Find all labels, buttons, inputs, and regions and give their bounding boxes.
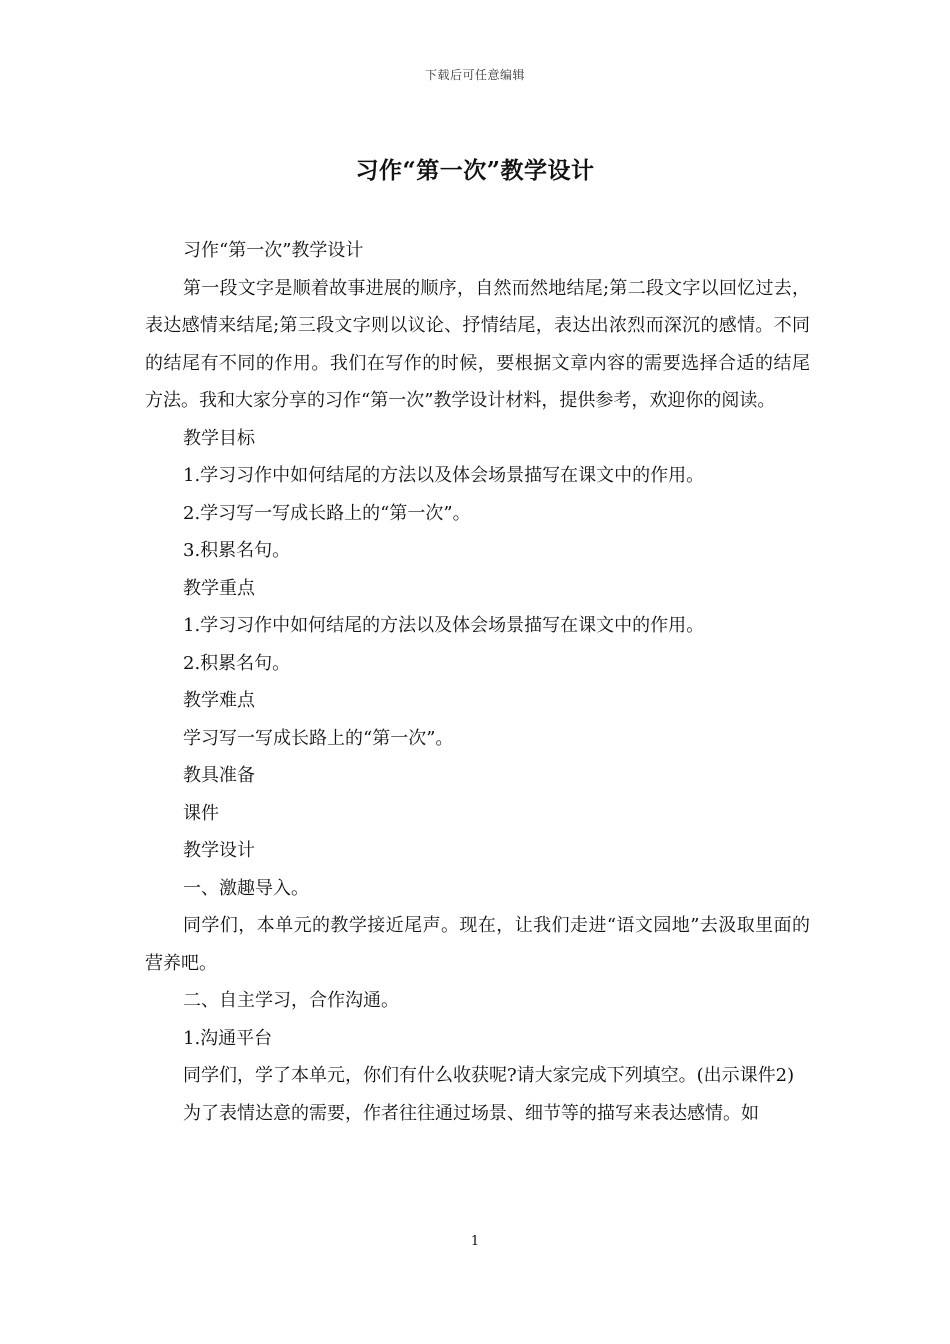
- section-heading: 教具准备: [183, 765, 255, 786]
- list-item: 1.学习习作中如何结尾的方法以及体会场景描写在课文中的作用。: [183, 465, 705, 486]
- section-heading: 教学目标: [183, 427, 255, 449]
- list-item: 1.沟通平台: [183, 1027, 273, 1049]
- paragraph: 学习写一写成长路上的“第一次”。: [183, 727, 454, 749]
- subsection-heading: 二、自主学习，合作沟通。: [183, 990, 399, 1011]
- header-note: 下载后可任意编辑: [424, 68, 525, 82]
- paragraph: 习作“第一次”教学设计: [183, 240, 364, 261]
- document-body: [145, 232, 810, 1132]
- section-heading: 教学难点: [183, 690, 255, 711]
- section-heading: 教学重点: [183, 577, 255, 599]
- paragraph: 第一段文字是顺着故事进展的顺序，自然而然地结尾;第二段文字以回忆过去，表达感情来结尾;第三段文字则以议论、抒情结尾，表达出浓烈而深沉的感情。不同的结尾有不同的作用。我们在写作的时候，要根据文章内容的需要选择合适的结尾方法。我和大家分享的习作“第一次”教学设计材料，提供参考，欢迎你的阅读。: [145, 277, 810, 411]
- paragraph: 为了表情达意的需要，作者往往通过场景、细节等的描写来表达感情。如: [183, 1102, 759, 1124]
- page-title: 习作“第一次”教学设计: [355, 157, 595, 184]
- section-heading: 教学设计: [183, 840, 255, 861]
- paragraph: 同学们，学了本单元，你们有什么收获呢?请大家完成下列填空。(出示课件2): [183, 1065, 795, 1086]
- paragraph: 课件: [183, 802, 219, 824]
- subsection-heading: 一、激趣导入。: [183, 877, 309, 899]
- list-item: 2.学习写一写成长路上的“第一次”。: [183, 502, 471, 524]
- list-item: 3.积累名句。: [183, 540, 291, 561]
- page-number: 1: [470, 1234, 480, 1249]
- paragraph: 同学们，本单元的教学接近尾声。现在，让我们走进“语文园地”去汲取里面的营养吧。: [145, 915, 810, 974]
- list-item: 2.积累名句。: [183, 652, 291, 674]
- list-item: 1.学习习作中如何结尾的方法以及体会场景描写在课文中的作用。: [183, 615, 705, 636]
